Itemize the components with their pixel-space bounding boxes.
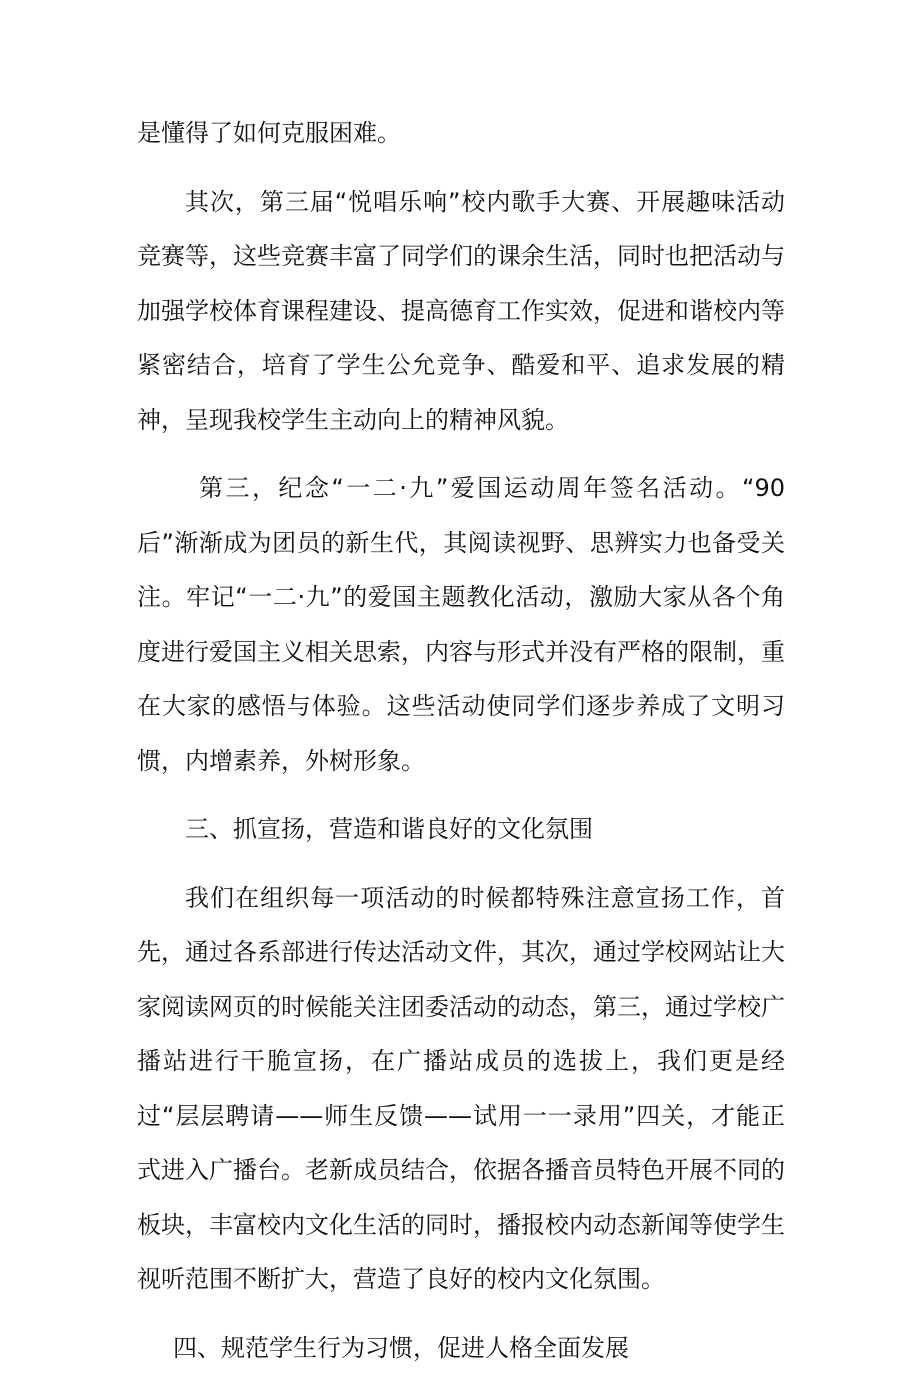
paragraph-patriotic-activity: 第三，纪念“一二·九”爱国运动周年签名活动。“90后”渐渐成为团员的新生代，其阅读视野、思辨实力也备受关注。牢记“一二·九”的爱国主题教化活动，激励大家从各个角度进行爱国主义相关思索，内容与形式并没有严格的限制，重在大家的感悟与体验。这些活动使同学们逐步养成了文明习惯，内增素养，外树形象。 (137, 474, 785, 775)
body-text (137, 106, 785, 1389)
paragraph-continuation: 是懂得了如何克服困难。 (137, 119, 401, 147)
section-heading-4: 四、规范学生行为习惯，促进人格全面发展 (173, 1333, 629, 1362)
section-heading-3: 三、抓宣扬，营造和谐良好的文化氛围 (185, 815, 593, 843)
paragraph-competitions: 其次，第三届“悦唱乐响”校内歌手大赛、开展趣味活动竞赛等，这些竞赛丰富了同学们的课余生活，同时也把活动与加强学校体育课程建设、提高德育工作实效，促进和谐校内等紧密结合，培育了学生公允竞争、酷爱和平、追求发展的精神，呈现我校学生主动向上的精神风貌。 (137, 187, 785, 434)
paragraph-publicity: 我们在组织每一项活动的时候都特殊注意宣扬工作，首先，通过各系部进行传达活动文件，其次，通过学校网站让大家阅读网页的时候能关注团委活动的动态，第三，通过学校广播站进行干脆宣扬，在广播站成员的选拔上，我们更是经过“层层聘请——师生反馈——试用一一录用”四关，才能正式进入广播台。老新成员结合，依据各播音员特色开展不同的板块，丰富校内文化生活的同时，播报校内动态新闻等使学生视听范围不断扩大，营造了良好的校内文化氛围。 (137, 883, 785, 1293)
